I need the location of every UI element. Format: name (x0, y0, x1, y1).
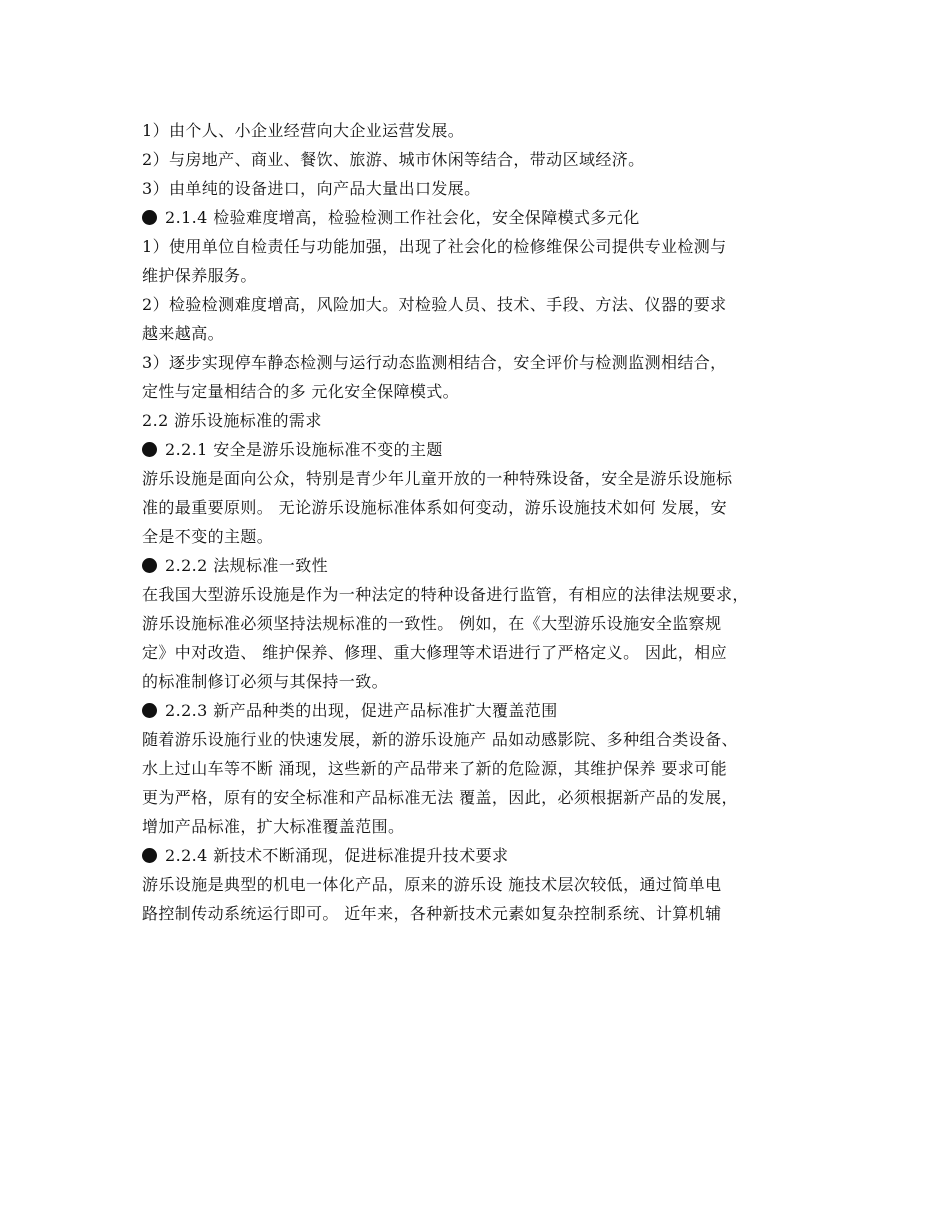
text-line (142, 783, 822, 812)
text-line (142, 348, 822, 377)
line-text: 水上过山车等不断 涌现，这些新的产品带来了新的危险源，其维护保养 要求可能 (142, 759, 727, 778)
line-text: 游乐设施是面向公众，特别是青少年儿童开放的一种特殊设备，安全是游乐设施标 (142, 469, 733, 488)
text-line (142, 174, 822, 203)
text-line (142, 899, 822, 928)
line-text: 2）与房地产、商业、餐饮、旅游、城市休闲等结合，带动区域经济。 (142, 150, 645, 169)
line-text: 增加产品标准，扩大标准覆盖范围。 (142, 817, 405, 836)
text-line (142, 290, 822, 319)
line-text: 3）由单纯的设备进口，向产品大量出口发展。 (142, 179, 481, 198)
line-text: 全是不变的主题。 (142, 527, 274, 546)
text-line (142, 319, 822, 348)
text-line (142, 725, 822, 754)
text-line (142, 464, 822, 493)
text-line (142, 232, 822, 261)
document-body (142, 116, 822, 928)
line-text: 游乐设施是典型的机电一体化产品，原来的游乐设 施技术层次较低，通过简单电 (142, 875, 722, 894)
text-line (142, 406, 822, 435)
line-text: 2.1.4 检验难度增高，检验检测工作社会化，安全保障模式多元化 (165, 208, 640, 227)
text-line (142, 580, 822, 609)
line-text: 的标准制修订必须与其保持一致。 (142, 672, 389, 691)
line-text: 越来越高。 (142, 324, 225, 343)
text-line (142, 493, 822, 522)
line-text: 3）逐步实现停车静态检测与运行动态监测相结合，安全评价与检测监测相结合， (142, 353, 727, 372)
bullet-dot-icon (142, 442, 157, 457)
line-text: 游乐设施标准必须坚持法规标准的一致性。 例如，在《大型游乐设施安全监察规 (142, 614, 722, 633)
line-text: 定》中对改造、 维护保养、修理、重大修理等术语进行了严格定义。 因此，相应 (142, 643, 727, 662)
text-line (142, 145, 822, 174)
text-line (142, 754, 822, 783)
line-text: 定性与定量相结合的多 元化安全保障模式。 (142, 382, 460, 401)
bullet-dot-icon (142, 558, 157, 573)
section-heading-line (142, 203, 822, 232)
text-line (142, 812, 822, 841)
text-line (142, 667, 822, 696)
bullet-dot-icon (142, 210, 157, 225)
bullet-dot-icon (142, 703, 157, 718)
line-text: 2.2 游乐设施标准的需求 (142, 411, 322, 430)
text-line (142, 261, 822, 290)
line-text: 2）检验检测难度增高，风险加大。对检验人员、技术、手段、方法、仪器的要求 (142, 295, 727, 314)
line-text: 更为严格，原有的安全标准和产品标准无法 覆盖，因此，必须根据新产品的发展， (142, 788, 738, 807)
section-heading-line (142, 551, 822, 580)
section-heading-line (142, 435, 822, 464)
line-text: 准的最重要原则。 无论游乐设施标准体系如何变动，游乐设施技术如何 发展，安 (142, 498, 727, 517)
line-text: 维护保养服务。 (142, 266, 257, 285)
text-line (142, 609, 822, 638)
section-heading-line (142, 696, 822, 725)
line-text: 2.2.3 新产品种类的出现，促进产品标准扩大覆盖范围 (165, 701, 558, 720)
line-text: 2.2.2 法规标准一致性 (165, 556, 328, 575)
text-line (142, 116, 822, 145)
line-text: 2.2.1 安全是游乐设施标准不变的主题 (165, 440, 443, 459)
line-text: 2.2.4 新技术不断涌现，促进标准提升技术要求 (165, 846, 509, 865)
text-line (142, 638, 822, 667)
text-line (142, 377, 822, 406)
line-text: 随着游乐设施行业的快速发展，新的游乐设施产 品如动感影院、多种组合类设备、 (142, 730, 738, 749)
section-heading-line (142, 841, 822, 870)
line-text: 路控制传动系统运行即可。 近年来，各种新技术元素如复杂控制系统、计算机辅 (142, 904, 722, 923)
line-text: 在我国大型游乐设施是作为一种法定的特种设备进行监管，有相应的法律法规要求， (142, 585, 749, 604)
line-text: 1）使用单位自检责任与功能加强，出现了社会化的检修维保公司提供专业检测与 (142, 237, 727, 256)
text-line (142, 870, 822, 899)
bullet-dot-icon (142, 848, 157, 863)
text-line (142, 522, 822, 551)
line-text: 1）由个人、小企业经营向大企业运营发展。 (142, 121, 465, 140)
